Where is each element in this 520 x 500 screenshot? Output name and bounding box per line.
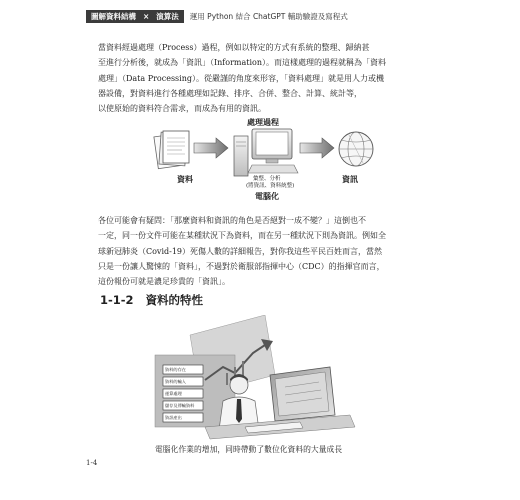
paragraph-data-processing	[98, 40, 434, 116]
flow-item: 資料的存在	[165, 366, 186, 372]
paragraph-line: 處理」（Data Processing）。從嚴謹的角度來形容，「資料處理」就是用人力或機	[98, 73, 384, 83]
flow-item: 資料的輸入	[165, 378, 186, 384]
information-label: 資訊	[342, 175, 358, 184]
arrow-right-icon	[300, 138, 334, 158]
process-label: 處理過程	[247, 118, 279, 127]
book-title-tag: 圖解資料結構	[86, 10, 141, 23]
page-number: 1-4	[86, 459, 98, 467]
book-subtitle: 運用 Python 結合 ChatGPT 輔助驗證及寫程式	[189, 12, 348, 21]
flow-item: 儲存及傳輸資料	[165, 402, 195, 408]
figure-caption: 電腦化作業的增加，同時帶動了數位化資料的大量成長	[155, 445, 343, 454]
figure2-illustration	[135, 315, 360, 440]
section-title: 資料的特性	[145, 293, 204, 307]
figure1-illustration	[150, 117, 380, 202]
globe-icon	[339, 132, 373, 166]
monitor-icon	[270, 367, 335, 421]
paper-stack-icon	[154, 131, 189, 169]
paragraph-line: 至進行分析後，就成為「資訊」（Information）。而這樣處理的過程就稱為「資料	[98, 58, 387, 68]
screen-text-2: (將資訊、資料統整)	[246, 183, 295, 189]
paragraph-line: 一定，同一份文件可能在某種狀況下為資料，而在另一種狀況下則為資訊。例如全	[98, 231, 386, 241]
paragraph-data-vs-information	[98, 213, 434, 289]
paragraph-line: 器設備，對資料進行各種處理如記錄、排序、合併、整合、計算、統計等，	[98, 88, 362, 98]
data-label: 資料	[177, 175, 193, 184]
running-header	[86, 10, 348, 23]
book-title-separator: ×	[143, 12, 150, 21]
flow-item: 資訊產出	[165, 414, 182, 420]
data-to-information-figure	[150, 117, 380, 202]
arrow-right-icon	[194, 138, 228, 158]
section-number: 1-1-2	[100, 293, 134, 307]
paragraph-line: 這份報份可就是濃足珍貴的「資訊」。	[98, 277, 230, 287]
paragraph-line: 只是一份讓人驚悚的「資料」，不過對於衛服部指揮中心（CDC）的指揮官而言，	[98, 261, 385, 271]
computerized-work-illustration	[135, 315, 360, 440]
flow-item: 運算處理	[165, 390, 182, 396]
paragraph-line: 以使原始的資料符合需求，而成為有用的資訊。	[98, 104, 266, 114]
paragraph-line: 當資料經過處理（Process）過程，例如以特定的方式有系統的整理、歸納甚	[98, 43, 370, 52]
book-title-tag-right: 演算法	[151, 10, 184, 23]
computer-icon	[234, 129, 298, 176]
section-heading	[100, 292, 203, 308]
paragraph-line: 球新冠肺炎（Covid-19）死傷人數的詳細報告，對你我這些平民百姓而言，當然	[98, 246, 383, 256]
screen-text-1: 彙整、分析	[253, 176, 281, 182]
computerization-label: 電腦化	[255, 192, 279, 201]
paragraph-line: 各位可能會有疑問：「那麼資料和資訊的角色是否絕對一成不變？」這倒也不	[98, 216, 366, 225]
